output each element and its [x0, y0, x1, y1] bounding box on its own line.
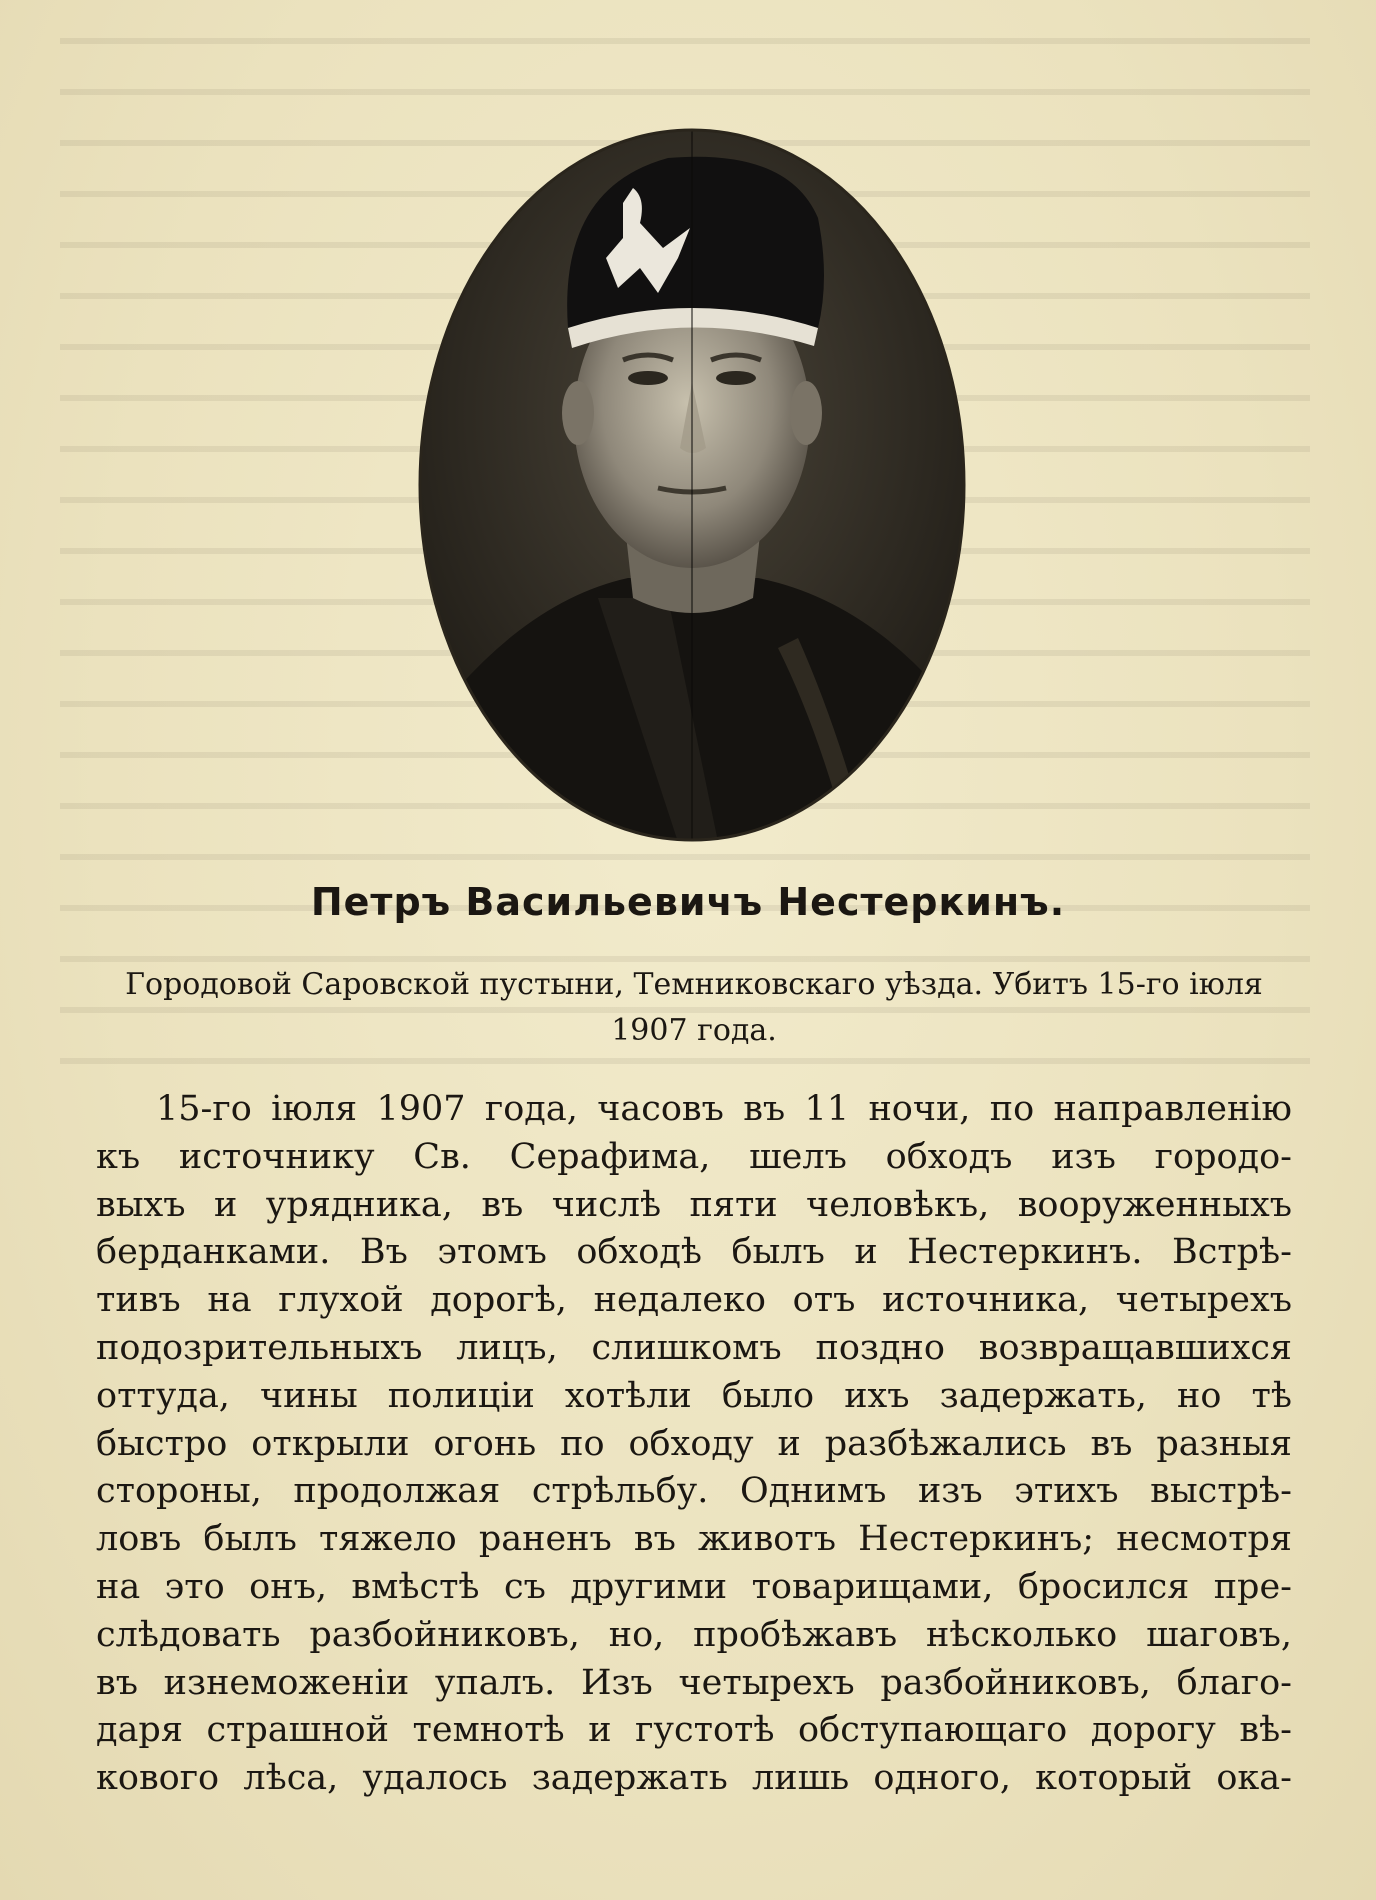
- text-line: быстро открыли огонь по обходу и разбѣжались въ разныя: [96, 1423, 1292, 1464]
- text-line: ловъ былъ тяжело раненъ въ животъ Нестеркинъ; несмотря: [96, 1519, 1292, 1560]
- text-line: выхъ и урядника, въ числѣ пяти человѣкъ, вооруженныхъ: [96, 1184, 1292, 1225]
- portrait-caption-subtitle: Городовой Саровской пустыни, Темниковскаго уѣзда. Убитъ 15-го іюля 1907 года.: [125, 967, 1263, 1048]
- text-line: въ изнеможеніи упалъ. Изъ четырехъ разбойниковъ, благо-: [96, 1662, 1292, 1703]
- text-line: берданками. Въ этомъ обходѣ былъ и Нестеркинъ. Встрѣ-: [96, 1232, 1292, 1273]
- text-line: 15-го іюля 1907 года, часовъ въ 11 ночи, по направленію: [156, 1089, 1292, 1129]
- portrait-photo: [418, 128, 966, 842]
- text-line: даря страшной темнотѣ и густотѣ обступающаго дорогу вѣ-: [96, 1710, 1292, 1751]
- text-line: на это онъ, вмѣстѣ съ другими товарищами, бросился пре-: [96, 1566, 1292, 1607]
- text-line: кового лѣса, удалось задержать лишь одного, который ока-: [96, 1758, 1292, 1799]
- portrait-caption-name: Петръ Васильевичъ Нестеркинъ.: [310, 880, 1066, 924]
- text-line: слѣдовать разбойниковъ, но, пробѣжавъ нѣсколько шаговъ,: [96, 1614, 1292, 1655]
- portrait-image: [418, 128, 966, 842]
- text-line: тивъ на глухой дорогѣ, недалеко отъ источника, четырехъ: [96, 1280, 1292, 1321]
- body-paragraph: [96, 1086, 1292, 1803]
- text-line: стороны, продолжая стрѣльбу. Однимъ изъ этихъ выстрѣ-: [96, 1471, 1292, 1512]
- text-line: къ источнику Св. Серафима, шелъ обходъ изъ городо-: [96, 1136, 1292, 1177]
- text-line: подозрительныхъ лицъ, слишкомъ поздно возвращавшихся: [96, 1327, 1292, 1368]
- text-line: оттуда, чины полиціи хотѣли было ихъ задержать, но тѣ: [96, 1375, 1292, 1416]
